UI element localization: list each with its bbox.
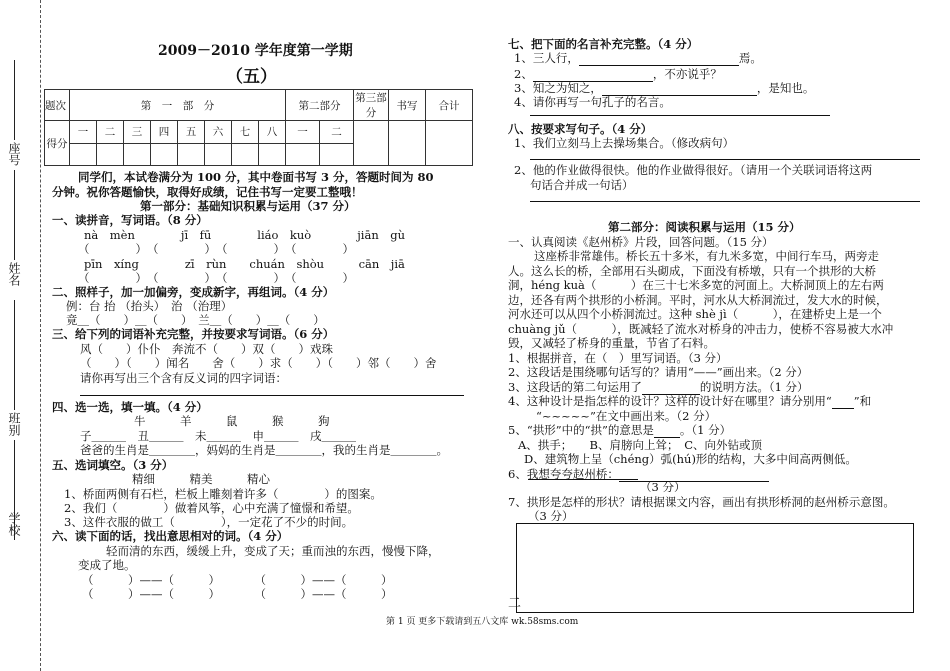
choice-options: D、建筑物上呈（chéng）弧(hú)形的结构，大多中间高两侧低。: [524, 452, 857, 466]
part2-header: 第二部分: [286, 90, 354, 121]
answer-blank[interactable]: [654, 423, 680, 438]
q3-title: 三、给下列的词语补充完整，并按要求写词语。（6 分）: [52, 327, 335, 341]
score-cell[interactable]: [205, 143, 232, 166]
pinyin-row: nà mèn jī fū liáo kuò jiān gù: [84, 228, 405, 242]
name-label: 姓名: [7, 262, 21, 286]
q7-title: 七、把下面的名言补充完整。（4 分）: [508, 37, 699, 51]
reading-question: 7、拱形是怎样的形状？请根据课文内容，画出有拱形桥洞的赵州桥示意图。: [508, 495, 895, 509]
q7-item-text: 3、知之为知之，: [514, 81, 602, 95]
page-footer: 第 1 页 更多下载请到五八文库 wk.58sms.com: [386, 617, 579, 627]
class-line: [14, 300, 15, 410]
writing-header: 书写: [389, 90, 426, 121]
exam-title: 2009－2010 学年度第一学期: [158, 43, 353, 59]
q7-item-end: ，不亦说乎？: [652, 67, 722, 81]
underline-sample: [832, 394, 854, 409]
points-label: （3 分）: [528, 509, 574, 523]
passage-line: 河水还可以从四个小桥洞流过。这种 shè jì（ ），在建桥史上是一个: [508, 307, 882, 321]
col-label: 一: [286, 121, 320, 144]
passage-line: 毁，又减轻了桥身的重量，节省了石料。: [508, 336, 715, 350]
col-label: 二: [320, 121, 354, 144]
score-cell[interactable]: [232, 143, 259, 166]
pinyin-row: pīn xíng zī rùn chuán shòu cān jiā: [84, 257, 405, 271]
topic-header: 题次: [45, 90, 70, 121]
answer-line[interactable]: [80, 395, 464, 396]
q5-item[interactable]: 2、我们（ ）做着风筝，心中充满了憧憬和希望。: [64, 501, 359, 515]
score-cell[interactable]: [426, 121, 473, 166]
points-label: （3 分）: [640, 480, 686, 494]
answer-line[interactable]: [528, 479, 638, 480]
q7-item-text: 2、: [514, 67, 533, 81]
answer-row[interactable]: （ ） （ ） （ ） （ ）: [78, 271, 354, 285]
passage-line: 这座桥非常雄伟。桥长五十多米，有九米多宽，中间行车马，两旁走: [534, 249, 879, 263]
q4-row[interactable]: 爸爸的生肖是＿＿＿＿，妈妈的生肖是＿＿＿＿，我的生肖是＿＿＿＿。: [80, 443, 448, 457]
reading-question: [508, 393, 871, 409]
reading-question: 2、这段话是围绕哪句话写的？请用“——”画出来。（2 分）: [508, 365, 809, 379]
name-line: [14, 170, 15, 260]
col-label: 五: [178, 121, 205, 144]
score-cell[interactable]: [320, 143, 354, 166]
q2-example: 例：台 抬 （抬头） 治 （治理）: [66, 299, 233, 313]
seat-label: 座号: [7, 142, 21, 166]
q5-words: 精细 精美 精心: [132, 472, 270, 486]
q2-title: 二、照样子，加一加偏旁，变成新字，再组词。（4 分）: [52, 285, 335, 299]
binding-line: [40, 0, 41, 671]
school-label: 学校: [7, 512, 21, 536]
reading-question: “~~~~~”在文中画出来。（2 分）: [536, 409, 717, 423]
score-cell[interactable]: [124, 143, 151, 166]
col-label: 三: [124, 121, 151, 144]
col-label: 四: [151, 121, 178, 144]
q4-title: 四、选一选，填一填。（4 分）: [52, 400, 208, 414]
q6-title: 六、读下面的话，找出意思相对的词。（4 分）: [52, 529, 289, 543]
seat-line: [14, 60, 15, 140]
q7-item-text: 1、三人行，: [514, 51, 579, 65]
reading-title: 一、认真阅读《赵州桥》片段，回答问题。（15 分）: [508, 235, 774, 249]
part2-title: 第二部分：阅读积累与运用（15 分）: [608, 220, 801, 234]
q6-answer-row[interactable]: （ ）——（ ） （ ）——（ ）: [82, 587, 393, 601]
answer-line[interactable]: [530, 159, 920, 160]
q3-row[interactable]: 风（ ）仆仆 奔流不（ ）双（ ）戏珠: [80, 342, 333, 356]
q7-blank[interactable]: [579, 51, 739, 66]
score-cell[interactable]: [354, 121, 389, 166]
q8-item: 1、我们立刻马上去操场集合。（修改病句）: [514, 136, 735, 150]
choice-options: A、拱手； B、肩膀向上耸； C、向外钻或顶: [518, 438, 763, 452]
part3-header: 第三部分: [354, 90, 389, 121]
answer-row[interactable]: （ ） （ ） （ ） （ ）: [78, 242, 354, 256]
score-cell[interactable]: [97, 143, 124, 166]
score-cell[interactable]: [151, 143, 178, 166]
total-header: 合计: [426, 90, 473, 121]
score-cell[interactable]: [389, 121, 426, 166]
q2-answer-row[interactable]: 竟＿（ ）＿（ ） 兰＿（ ）＿（ ）: [66, 313, 325, 327]
q8-item: 2、他的作业做得很快。他的作业做得很好。（请用一个关联词语将这两: [514, 163, 873, 177]
q3-prompt: 请你再写出三个含有反义词的四字词语：: [80, 371, 287, 385]
q7-item: 4、请你再写一句孔子的名言。: [514, 95, 671, 109]
col-label: 一: [70, 121, 97, 144]
q4-animals: 牛 羊 鼠 猴 狗: [134, 414, 330, 428]
reading-question: 1、根据拼音，在（ ）里写词语。（3 分）: [508, 351, 728, 365]
q7-item-end: 焉。: [738, 51, 762, 65]
q1-title: 一、读拼音，写词语。（8 分）: [52, 213, 208, 227]
part1-title: 第一部分：基础知识积累与运用（37 分）: [140, 199, 356, 213]
answer-line[interactable]: [530, 201, 920, 202]
q5-item[interactable]: 3、这件衣服的做工（ ），一定花了不少的时间。: [64, 515, 354, 529]
answer-line[interactable]: [530, 115, 830, 116]
intro-line: 同学们，本试卷满分为 100 分，其中卷面书写 3 分，答题时间为 80: [78, 170, 434, 184]
drawing-box[interactable]: [516, 523, 914, 613]
score-cell[interactable]: [70, 143, 97, 166]
score-cell[interactable]: [259, 143, 286, 166]
score-row-label: 得分: [45, 121, 70, 166]
q8-item: 句话合并成一句话）: [530, 178, 634, 192]
question-text: ”和: [853, 394, 872, 408]
q7-item-end: ，是知也。: [756, 81, 815, 95]
col-label: 二: [97, 121, 124, 144]
passage-line: 洞，héng kuà（ ）在三十七米多宽的河面上。大桥洞顶上的左右两: [508, 278, 884, 292]
question-text: 4、这种设计是指怎样的设计？这样的设计好在哪里？请分别用“: [508, 394, 832, 408]
exam-subtitle: （五）: [226, 67, 277, 87]
col-label: 六: [205, 121, 232, 144]
q7-item: [514, 50, 762, 66]
score-table: [44, 89, 473, 166]
q5-item[interactable]: 1、桥面两侧有石栏，栏板上雕刻着许多（ ）的图案。: [64, 487, 382, 501]
q3-row[interactable]: （ ）（ ）闻名 舍（ ）求（ ）（ ）邻（ ）舍: [80, 356, 437, 370]
col-label: 七: [232, 121, 259, 144]
part1-header: 第 一 部 分: [70, 90, 286, 121]
class-label: 班别: [7, 412, 21, 436]
q8-title: 八、按要求写句子。（4 分）: [508, 122, 653, 136]
question-text: 。（1 分）: [679, 423, 732, 437]
score-cell[interactable]: [286, 143, 320, 166]
q4-row[interactable]: 子＿＿＿ 丑＿＿＿ 未＿＿＿ 申＿＿＿ 戌＿＿＿: [80, 429, 356, 443]
score-cell[interactable]: [178, 143, 205, 166]
next-section-stub: 二: [508, 596, 522, 611]
q6-text: 轻而清的东西，缓缓上升，变成了天；重而浊的东西，慢慢下降，: [106, 544, 440, 558]
q6-text: 变成了地。: [78, 558, 136, 572]
passage-line: chuàng jǔ（ ），既减轻了流水对桥身的冲击力，使桥不容易被大水冲: [508, 322, 894, 336]
q5-title: 五、选词填空。（3 分）: [52, 458, 174, 472]
passage-line: 边，还各有两个拱形的小桥洞。平时，河水从大桥洞流过，发大水的时候，: [508, 293, 888, 307]
col-label: 八: [259, 121, 286, 144]
q6-answer-row[interactable]: （ ）——（ ） （ ）——（ ）: [82, 573, 393, 587]
intro-line: 分钟。祝你答题愉快，取得好成绩，记住书写一定要工整哦！: [52, 185, 363, 199]
passage-line: 人。这么长的桥，全部用石头砌成，下面没有桥墩，只有一个拱形的大桥: [508, 264, 876, 278]
reading-question: [508, 422, 731, 438]
question-text: 6、我想夸夸赵州桥：: [508, 467, 619, 481]
question-text: 3、这段话的第二句运用了: [508, 380, 642, 394]
question-text: 5、“拱形”中的“拱”的意思是: [508, 423, 654, 437]
question-text: 的说明方法。（1 分）: [699, 380, 809, 394]
